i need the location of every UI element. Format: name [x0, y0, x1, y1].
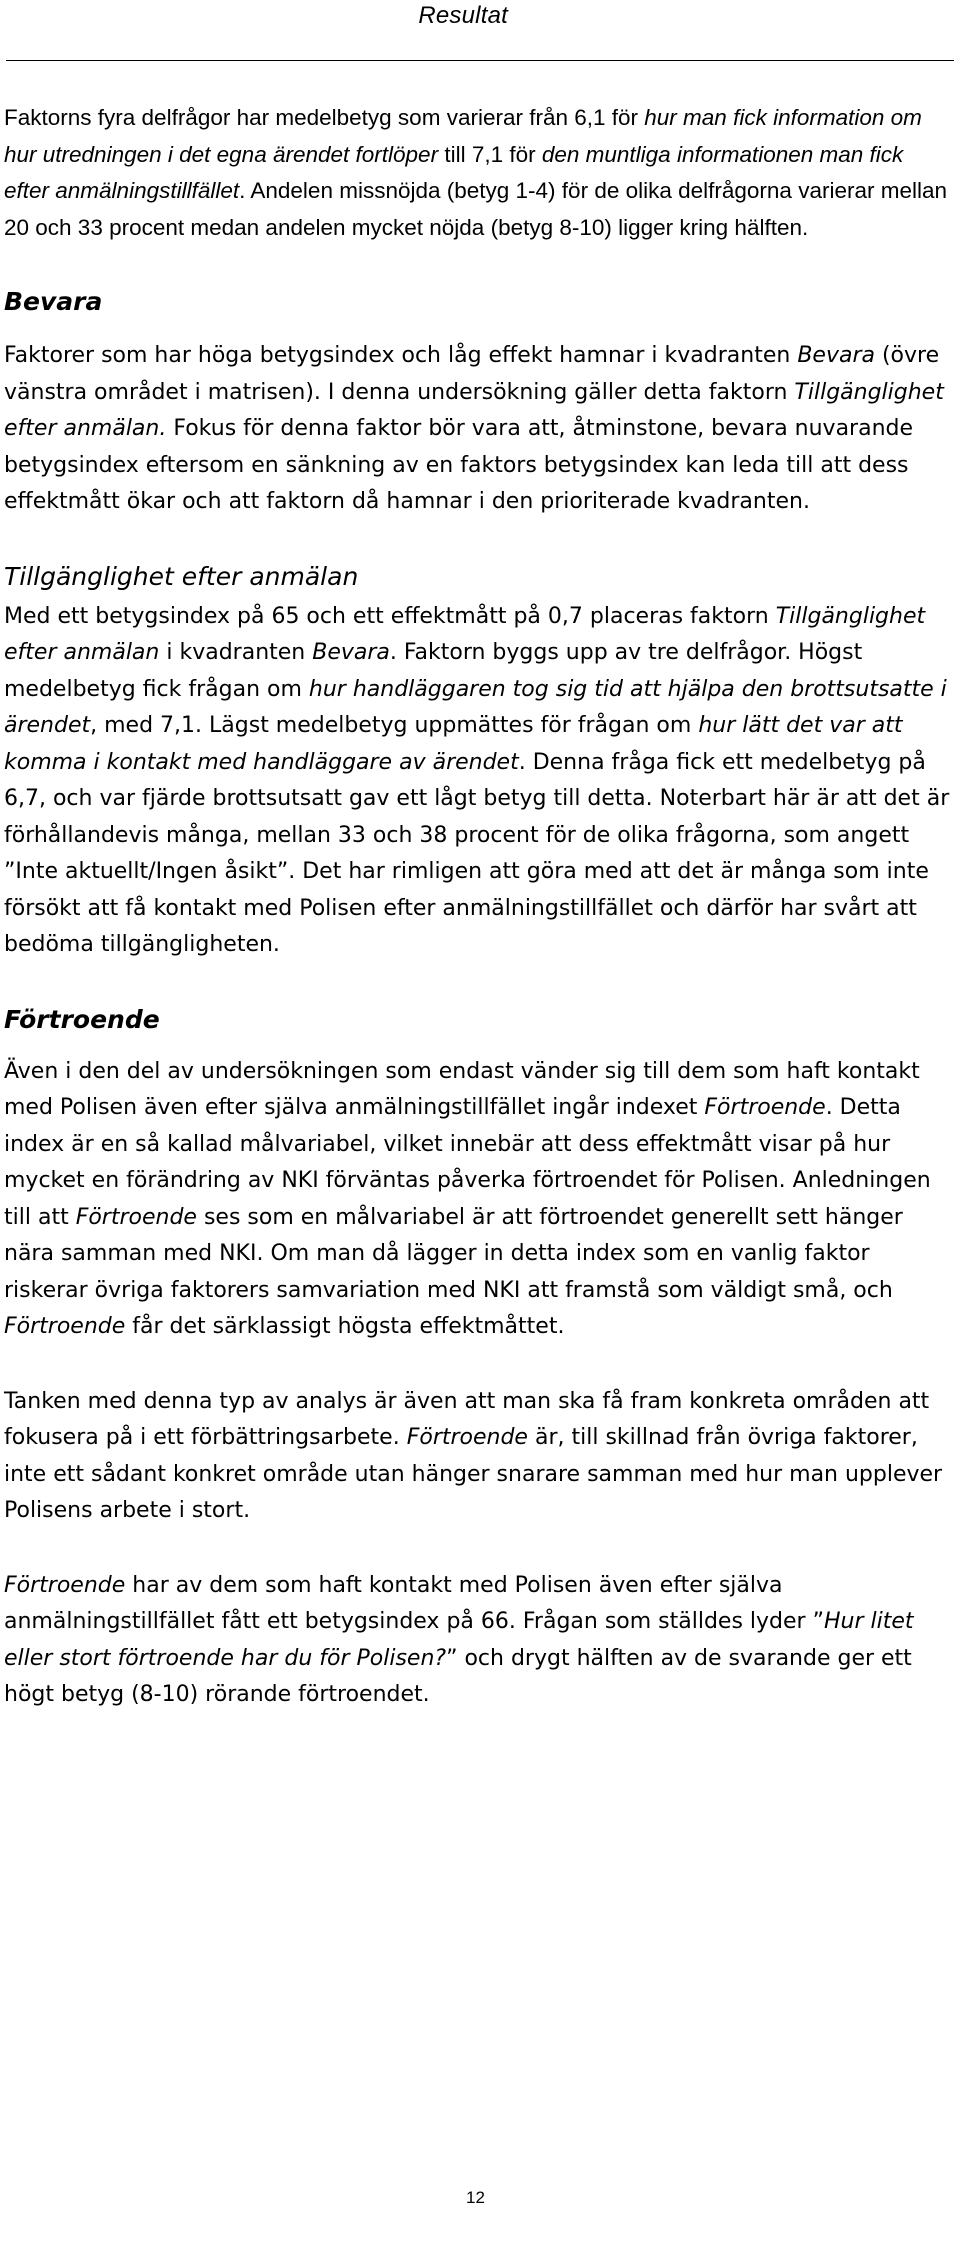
heading-tillganglighet: Tillgänglighet efter anmälan: [4, 561, 359, 591]
text-span: Faktorns fyra delfrågor har medelbetyg som varierar från 6,1 för: [4, 105, 645, 130]
emphasis: hur handläggaren tog sig tid att hjälpa den brottsutsatte i ärendet: [4, 676, 947, 738]
text-span: till 7,1 för: [438, 141, 542, 167]
emphasis: Förtroende: [75, 1204, 197, 1230]
page-content: [4, 100, 952, 1714]
text-span: Fokus för denna faktor bör vara att, åtminstone, bevara nuvarande betygsindex eftersom en sänkning av en faktors betygsindex kan leda till att dess effektmått ökar och att faktorn då hamnar i den prioriterade kvadranten.: [4, 416, 914, 514]
text-span: Med ett betygsindex på 65 och ett effektmått på 0,7 placeras faktorn: [4, 603, 776, 629]
emphasis: Bevara: [312, 640, 390, 665]
intro-paragraph: [4, 100, 952, 246]
header-title: Resultat: [418, 2, 508, 29]
emphasis: Tillgänglighet efter anmälan: [4, 603, 926, 665]
emphasis: Bevara: [797, 343, 875, 368]
emphasis: Förtroende: [4, 1314, 126, 1339]
bevara-paragraph: [4, 338, 952, 521]
text-span: har av dem som haft kontakt med Polisen även efter själva anmälningstillfället fått ett betygsindex på 66. Frågan som ställdes lyder ”: [4, 1572, 824, 1634]
emphasis: hur lätt det var att komma i kontakt med handläggare av ärendet: [4, 713, 903, 775]
text-span: får det särklassigt högsta effektmåttet.: [125, 1314, 565, 1339]
text-span: . Detta index är en så kallad målvariabel, vilket innebär att dess effektmått visar på hur mycket en förändring av NKI förväntas påverka förtroendet för Polisen. Anledningen till att: [4, 1095, 931, 1230]
emphasis: Tillgänglighet efter anmälan.: [4, 379, 944, 441]
page-number: 12: [466, 2188, 485, 2207]
text-span: . Andelen missnöjda (betyg 1-4) för de olika delfrågorna varierar mellan 20 och 33 procent medan andelen mycket nöjda (betyg 8-10) ligger kring hälften.: [4, 178, 947, 240]
text-span: Även i den del av undersökningen som endast vänder sig till dem som haft kontakt med Polisen även efter själva anmälningstillfället ingår indexet: [4, 1058, 920, 1120]
text-span: ses som en målvariabel är att förtroendet generellt sett hänger nära samman med NKI. Om man då lägger in detta index som en vanlig faktor riskerar övriga faktorers samvariation med NKI att framstå som väldigt små, och: [4, 1204, 903, 1303]
text-span: . Denna fråga fick ett medelbetyg på 6,7, och var fjärde brottsutsatt gav ett lågt betyg till detta. Noterbart här är att det är förhållandevis många, mellan 33 och 38 procent för de olika frågorna, som angett ”Inte aktuellt/Ingen åsikt”. Det har rimligen att göra med att det är många som inte försökt att få kontakt med Polisen efter anmälningstillfället och därför har svårt att bedöma tillgängligheten.: [4, 749, 950, 957]
text-span: . Faktorn byggs upp av tre delfrågor. Högst medelbetyg fick frågan om: [4, 640, 863, 702]
header-rule: [6, 60, 954, 61]
text-span: Faktorer som har höga betygsindex och låg effekt hamnar i kvadranten: [4, 343, 798, 368]
emphasis: hur man fick information om hur utredningen i det egna ärendet fortlöper: [4, 105, 922, 167]
text-span: ” och drygt hälften av de svarande ger ett högt betyg (8-10) rörande förtroendet.: [4, 1645, 912, 1707]
emphasis: Förtroende: [406, 1425, 528, 1450]
heading-fortroende: Förtroende: [4, 1004, 160, 1034]
emphasis: Hur litet eller stort förtroende har du för Polisen?: [4, 1609, 914, 1671]
emphasis: den muntliga informationen man fick efter anmälningstillfället: [4, 141, 904, 203]
emphasis: Förtroende: [704, 1095, 826, 1120]
emphasis: Förtroende: [4, 1572, 126, 1598]
tillganglighet-paragraph: [4, 599, 952, 964]
fortroende-paragraph-3: [4, 1568, 952, 1714]
text-span: är, till skillnad från övriga faktorer, inte ett sådant konkret område utan hänger snarare samman med hur man upplever Polisens arbete i stort.: [4, 1425, 943, 1523]
fortroende-paragraph-2: [4, 1384, 952, 1530]
text-span: , med 7,1. Lägst medelbetyg uppmättes för frågan om: [90, 713, 699, 738]
heading-bevara: Bevara: [4, 287, 103, 316]
page-header: [0, 0, 960, 64]
text-span: Tanken med denna typ av analys är även att man ska få fram konkreta områden att fokusera på i ett förbättringsarbete.: [4, 1388, 930, 1450]
text-span: i kvadranten: [159, 640, 313, 665]
fortroende-paragraph-1: [4, 1054, 952, 1346]
text-span: (övre vänstra området i matrisen). I denna undersökning gäller detta faktorn: [4, 343, 940, 405]
